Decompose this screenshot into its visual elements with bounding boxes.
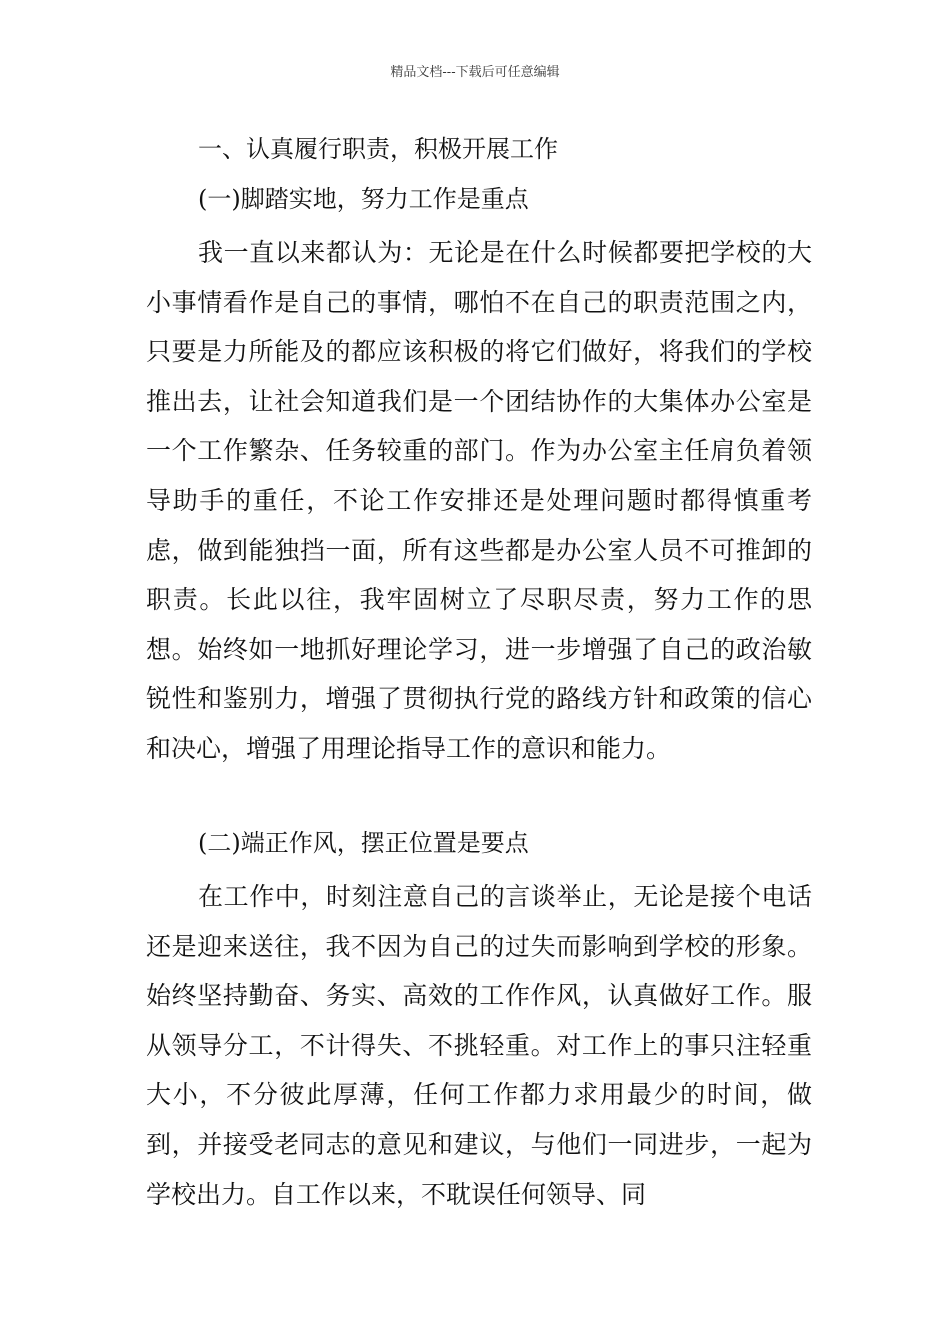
- page-header: 精品文档---下载后可任意编辑: [390, 65, 560, 80]
- section-1-heading: (一)脚踏实地，努力工作是重点: [198, 185, 529, 213]
- main-heading: 一、认真履行职责，积极开展工作: [198, 135, 558, 163]
- section-2-heading: (二)端正作风，摆正位置是要点: [198, 829, 529, 857]
- section-1-paragraph: 我一直以来都认为：无论是在什么时候都要把学校的大小事情看作是自己的事情，哪怕不在自己的职责范围之内，只要是力所能及的都应该积极的将它们做好，将我们的学校推出去，让社会知道我们是一个团结协作的大集体办公室是一个工作繁杂、任务较重的部门。作为办公室主任肩负着领导助手的重任，不论工作安排还是处理问题时都得慎重考虑，做到能独挡一面，所有这些都是办公室人员不可推卸的职责。长此以往，我牢固树立了尽职尽责，努力工作的思想。始终如一地抓好理论学习，进一步增强了自己的政治敏锐性和鉴别力，增强了贯彻执行党的路线方针和政策的信心和决心，增强了用理论指导工作的意识和能力。: [146, 238, 812, 763]
- section-2-paragraph: 在工作中，时刻注意自己的言谈举止，无论是接个电话还是迎来送往，我不因为自己的过失而影响到学校的形象。始终坚持勤奋、务实、高效的工作作风，认真做好工作。服从领导分工，不计得失、不挑轻重。对工作上的事只注轻重大小，不分彼此厚薄，任何工作都力求用最少的时间，做到，并接受老同志的意见和建议，与他们一同进步，一起为学校出力。自工作以来，不耽误任何领导、同: [146, 882, 812, 1209]
